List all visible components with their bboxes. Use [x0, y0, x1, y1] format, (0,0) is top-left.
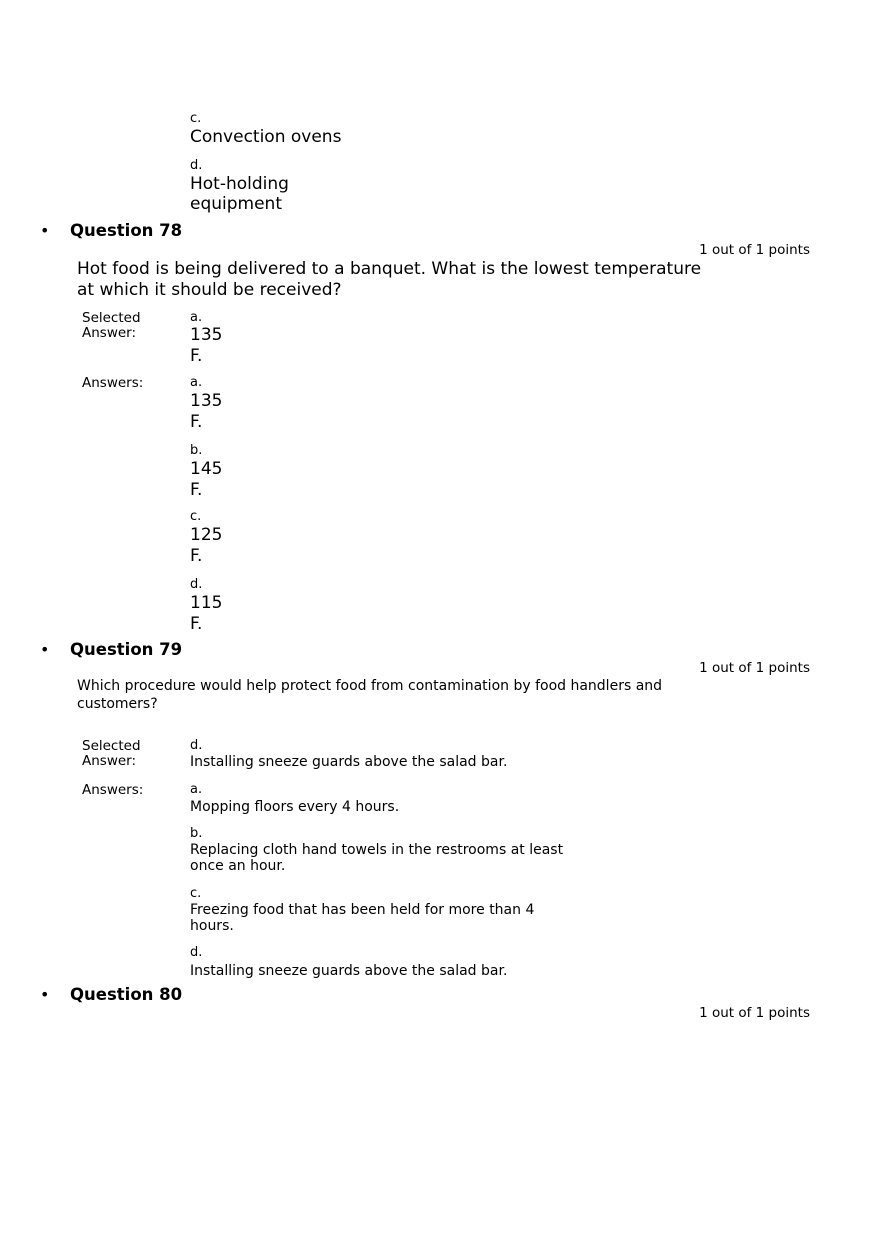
option-text: 125 — [190, 525, 223, 545]
option-text: 135 — [190, 391, 223, 411]
option-letter: a. — [190, 782, 203, 797]
question-title: Question 80 — [70, 985, 183, 1004]
bullet: • — [40, 985, 50, 1004]
question-text: at which it should be received? — [77, 280, 342, 300]
selected-answer-label: Answer: — [82, 325, 137, 341]
option-letter: d. — [190, 577, 203, 592]
selected-answer-label: Answer: — [82, 753, 137, 769]
selected-answer-label: Selected — [82, 738, 141, 754]
option-text: Hot-holding — [190, 174, 289, 194]
option-text: once an hour. — [190, 858, 286, 874]
option-text: F. — [190, 412, 203, 432]
option-text: equipment — [190, 194, 282, 214]
option-text: hours. — [190, 918, 234, 934]
selected-answer-letter: a. — [190, 310, 203, 325]
answers-label: Answers: — [82, 782, 144, 798]
selected-answer-text: F. — [190, 346, 203, 366]
option-letter: a. — [190, 375, 203, 390]
points-label: 1 out of 1 points — [699, 242, 810, 258]
selected-answer-text: Installing sneeze guards above the salad bar. — [190, 754, 508, 770]
question-title: Question 79 — [70, 640, 183, 659]
option-letter: b. — [190, 443, 203, 458]
bullet: • — [40, 640, 50, 659]
option-letter: d. — [190, 945, 203, 960]
option-text: Convection ovens — [190, 127, 342, 147]
option-text: F. — [190, 614, 203, 634]
question-text: Which procedure would help protect food from contamination by food handlers and — [77, 678, 663, 694]
option-text: Mopping floors every 4 hours. — [190, 799, 400, 815]
option-text: 115 — [190, 593, 223, 613]
selected-answer-text: 135 — [190, 325, 223, 345]
option-letter: b. — [190, 826, 203, 841]
question-title: Question 78 — [70, 221, 183, 240]
option-letter: c. — [190, 886, 202, 901]
option-letter: c. — [190, 111, 202, 126]
points-label: 1 out of 1 points — [699, 1005, 810, 1021]
selected-answer-label: Selected — [82, 310, 141, 326]
option-text: Replacing cloth hand towels in the restrooms at least — [190, 842, 564, 858]
question-text: Hot food is being delivered to a banquet. What is the lowest temperature — [77, 259, 702, 279]
option-text: F. — [190, 480, 203, 500]
option-text: F. — [190, 546, 203, 566]
option-letter: d. — [190, 158, 203, 173]
option-text: 145 — [190, 459, 223, 479]
bullet: • — [40, 221, 50, 240]
answers-label: Answers: — [82, 375, 144, 391]
points-label: 1 out of 1 points — [699, 660, 810, 676]
option-text: Installing sneeze guards above the salad bar. — [190, 963, 508, 979]
option-letter: c. — [190, 509, 202, 524]
question-text: customers? — [77, 696, 158, 712]
option-text: Freezing food that has been held for more than 4 — [190, 902, 535, 918]
selected-answer-letter: d. — [190, 738, 203, 753]
